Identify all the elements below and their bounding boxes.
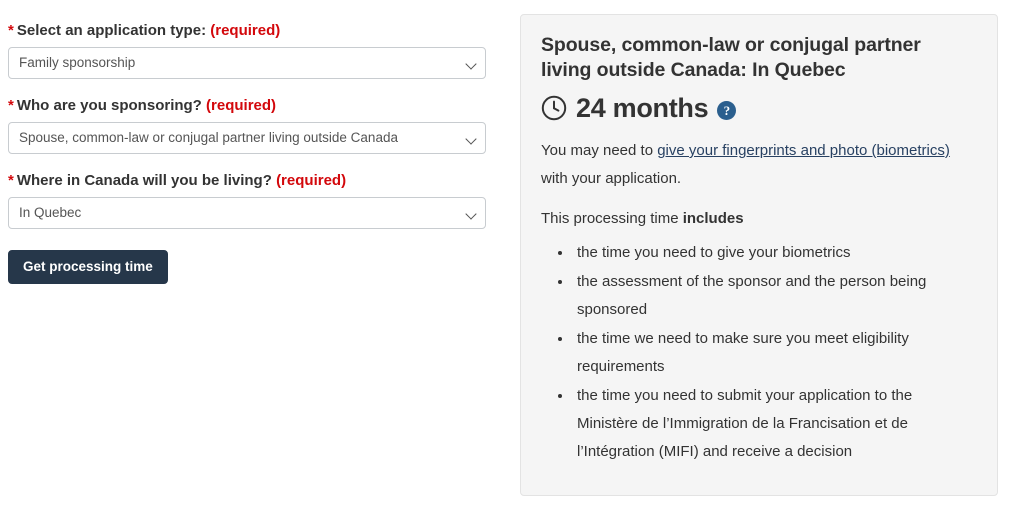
select-sponsoring-who[interactable]: Spouse, common-law or conjugal partner living outside Canada	[8, 122, 486, 154]
select-living-where[interactable]: In Quebec	[8, 197, 486, 229]
required-note: (required)	[276, 172, 347, 189]
label-application-type	[8, 22, 508, 40]
includes-lead	[541, 205, 975, 233]
select-application-type[interactable]: Family sponsorship	[8, 47, 486, 79]
biometrics-note	[541, 137, 975, 193]
processing-time-result-panel	[520, 14, 998, 496]
includes-lead-text: This processing time	[541, 210, 683, 227]
label-text: Where in Canada will you be living?	[16, 172, 272, 189]
select-wrap-application-type	[8, 47, 486, 79]
select-wrap-sponsoring-who	[8, 122, 486, 154]
label-living-where	[8, 172, 508, 190]
label-sponsoring-who	[8, 97, 508, 115]
biometrics-note-suffix: with your application.	[541, 170, 682, 187]
required-note: (required)	[210, 22, 281, 39]
includes-lead-emphasis: includes	[682, 210, 744, 227]
biometrics-note-prefix: You may need to	[541, 142, 658, 159]
processing-time-form	[8, 22, 508, 284]
result-title: Spouse, common-law or conjugal partner living outside Canada: In Quebec	[541, 34, 921, 81]
help-icon[interactable]: ?	[717, 101, 736, 120]
required-asterisk: *	[8, 22, 14, 39]
list-item: • the time we need to make sure you meet eligibility requirements	[573, 325, 975, 381]
list-item: • the time you need to give your biometrics	[573, 239, 975, 267]
label-text: Who are you sponsoring?	[16, 97, 202, 114]
list-item: • the time you need to submit your application to the Ministère de l’Immigration de la Francisation et de l’Intégration (MIFI) and receive a decision	[573, 382, 975, 466]
required-asterisk: *	[8, 97, 14, 114]
label-text: Select an application type:	[16, 22, 207, 39]
get-processing-time-button[interactable]: Get processing time	[8, 250, 168, 284]
list-item: • the assessment of the sponsor and the person being sponsored	[573, 268, 975, 324]
processing-time-value: 24 months	[576, 93, 709, 123]
biometrics-link[interactable]: give your fingerprints and photo (biometrics)	[657, 142, 950, 159]
includes-list	[541, 239, 975, 466]
required-note: (required)	[206, 97, 277, 114]
processing-time-row	[541, 93, 975, 123]
select-wrap-living-where	[8, 197, 486, 229]
required-asterisk: *	[8, 172, 14, 189]
clock-icon	[541, 95, 567, 121]
